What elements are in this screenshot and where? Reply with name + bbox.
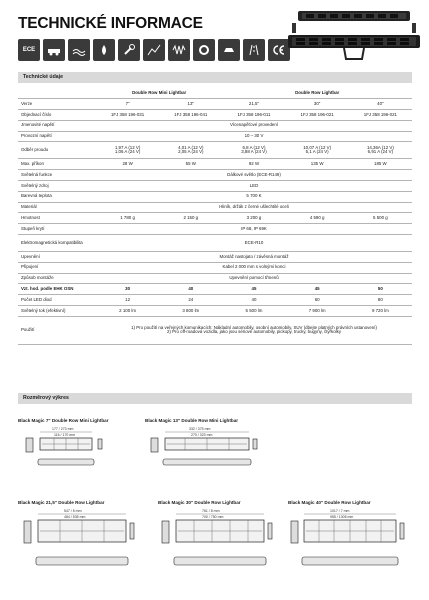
cell-value: 1FJ 358 196-021	[286, 110, 349, 121]
dim-label: 955 / 1005 mm	[330, 515, 354, 519]
cell-line: 14,36A (12 V)	[366, 144, 394, 150]
cell-value: 45	[222, 284, 285, 295]
table-row	[18, 88, 412, 99]
cell-value: 50	[349, 284, 412, 295]
cog-icon	[193, 39, 215, 61]
vehicle-icon	[43, 39, 65, 61]
drawing-title: Black Magic 13" Double Row Mini Lightbar	[145, 418, 239, 423]
cell-value-span: Vícenapěťové provedení	[96, 120, 412, 131]
cell-value: 21,5"	[222, 99, 285, 110]
cell-value: 5 500 g	[349, 213, 412, 224]
row-label: Světelný zdroj	[18, 181, 96, 192]
cell-line: 3,88 A (24 V)	[241, 149, 267, 155]
cell-value	[349, 142, 412, 159]
table-row	[18, 316, 412, 344]
table-row	[18, 120, 412, 131]
drawing-svg	[145, 425, 265, 473]
row-label: Verze	[18, 99, 96, 110]
dim-label: 761 / 8 mm	[202, 509, 220, 513]
dim-label: 484 / 535 mm	[64, 515, 86, 519]
table-row	[18, 224, 412, 235]
table-row	[18, 142, 412, 159]
row-label: Elektromagnetická kompatibilita	[18, 235, 96, 252]
cell-value: 55 W	[159, 159, 222, 170]
cell-value-span: 10 – 30 V	[96, 131, 412, 142]
road-icon	[243, 39, 265, 61]
table-row	[18, 110, 412, 121]
drawing-7	[18, 418, 110, 473]
cell-value	[159, 142, 222, 159]
table-row	[18, 252, 412, 263]
table-row	[18, 202, 412, 213]
notes	[96, 316, 412, 344]
cell-value: 3 200 g	[222, 213, 285, 224]
cell-value: 5 500 lm	[222, 306, 285, 317]
table-row	[18, 284, 412, 295]
cell-value: 1FJ 358 196-041	[159, 110, 222, 121]
ece-icon	[18, 39, 40, 61]
cell-value: 3 800 lm	[159, 306, 222, 317]
cell-value: 7"	[96, 99, 159, 110]
row-label: Počet LED diod	[18, 295, 96, 306]
cell-value: 40	[222, 295, 285, 306]
row-label: Hmotnost	[18, 213, 96, 224]
row-label: Způsob montáže	[18, 273, 96, 284]
row-label: Vzt. hod. podle EHK OSN	[18, 284, 96, 295]
cell-value: 30"	[286, 99, 349, 110]
dim-label: 332 / 375 mm	[189, 427, 211, 431]
group-mini: Double Row Mini Lightbar	[96, 88, 222, 99]
page-title: TECHNICKÉ INFORMACE	[18, 15, 203, 32]
drawing-svg	[158, 507, 278, 577]
cell-value: 1FJ 358 196-031	[96, 110, 159, 121]
table-row	[18, 131, 412, 142]
chart-icon	[143, 39, 165, 61]
cell-value: 40	[159, 284, 222, 295]
cell-value: 92 W	[222, 159, 285, 170]
cell-value: 7 900 lm	[286, 306, 349, 317]
cell-line: 6,91 A (24 V)	[367, 149, 394, 155]
cell-value: 45	[286, 284, 349, 295]
row-label: Světelná funkce	[18, 170, 96, 181]
drawing-svg	[288, 507, 412, 577]
cell-value: 40"	[349, 99, 412, 110]
note-line: 2) Pro off-roadová vozidla, jako jsou sériové automobily, pickupy, trucky, bugyny, čtyřkolky	[166, 329, 342, 335]
note-line: 1) Pro použití na veřejných komunikacích: Nákladní automobily, osobní automobily, SUV (dbejte platných právních ustanovení)	[131, 324, 377, 330]
cell-line: 10,07 A (12 V)	[303, 144, 332, 150]
row-label: Max. příkon	[18, 159, 96, 170]
row-label: Použití	[18, 316, 96, 344]
cell-value-span: Hliník, držák z černé ušlechtilé oceli	[96, 202, 412, 213]
cell-value-span: ECE-R10	[96, 235, 412, 252]
table-row	[18, 99, 412, 110]
row-label: Světelný tok (efektivní)	[18, 306, 96, 317]
drawing-30	[158, 500, 278, 577]
table-row	[18, 181, 412, 192]
drawing-svg	[18, 425, 110, 473]
dim-label: 1017 / 7 mm	[330, 509, 350, 513]
cell-value-span: IP 68, IP 69K	[96, 224, 412, 235]
cell-value-span: Montáž nastojato / závěsná montáž	[96, 252, 412, 263]
spec-table	[18, 88, 412, 345]
section-header-tech: Technické údaje	[18, 72, 412, 83]
certification-icons	[18, 39, 290, 61]
dim-label: 270 / 323 mm	[191, 433, 213, 437]
table-row	[18, 306, 412, 317]
row-label: Odběr proudu	[18, 142, 96, 159]
cell-line: 1,97 A (12 V)	[114, 144, 141, 150]
row-label: Barevná teplota	[18, 191, 96, 202]
wrench-icon	[118, 39, 140, 61]
water-icon	[68, 39, 90, 61]
section-header-dims: Rozměrový výkres	[18, 393, 412, 404]
row-label: Stupeň krytí	[18, 224, 96, 235]
cell-line: 4,01 A (12 V)	[178, 144, 204, 150]
table-row	[18, 295, 412, 306]
cell-value	[222, 142, 285, 159]
cell-value: 24	[159, 295, 222, 306]
cell-value: 1FJ 358 196-021	[349, 110, 412, 121]
cell-line: 6,8 A (12 V)	[242, 144, 266, 150]
cell-value: 135 W	[286, 159, 349, 170]
table-row	[18, 213, 412, 224]
table-row	[18, 191, 412, 202]
cell-value-span: 5 700 K	[96, 191, 412, 202]
cell-value-span: LED	[96, 181, 412, 192]
dim-label: 177 / 273 mm	[52, 427, 74, 431]
drawing-13	[145, 418, 265, 473]
cell-value: 2 100 lm	[96, 306, 159, 317]
drawing-title: Black Magic 30" Double Row Lightbar	[158, 500, 241, 505]
drawing-21-5	[18, 500, 140, 577]
table-row	[18, 273, 412, 284]
drawing-title: Black Magic 21,5" Double Row Lightbar	[18, 500, 105, 505]
row-label: Jmenovité napětí	[18, 120, 96, 131]
cell-value	[96, 142, 159, 159]
cell-line: 1,06 A (24 V)	[114, 149, 141, 155]
row-label: Objednací číslo	[18, 110, 96, 121]
table-row	[18, 262, 412, 273]
vibration-icon	[168, 39, 190, 61]
cell-value: 60	[286, 295, 349, 306]
drawing-svg	[18, 507, 140, 577]
group-lightbar: Double Row Lightbar	[222, 88, 412, 99]
cell-line: 5,1 A (24 V)	[305, 149, 329, 155]
drop-icon	[93, 39, 115, 61]
drawing-title: Black Magic 40" Double Row Lightbar	[288, 500, 371, 505]
row-label: Materiál	[18, 202, 96, 213]
cell-value: 30	[96, 284, 159, 295]
dim-label: 700 / 750 mm	[202, 515, 224, 519]
cell-value: 1FJ 358 196-011	[222, 110, 285, 121]
cell-value-span: Upevnění pomocí třmenů	[96, 273, 412, 284]
table-row	[18, 159, 412, 170]
drawing-40	[288, 500, 412, 577]
cell-value: 2 150 g	[159, 213, 222, 224]
cell-line: 2,05 A (24 V)	[178, 149, 204, 155]
cell-value: 9 720 lm	[349, 306, 412, 317]
ece-label: ECE	[22, 47, 36, 53]
cell-value-span: Kabel 2 000 mm s volnými konci	[96, 262, 412, 273]
cell-value: 12	[96, 295, 159, 306]
dim-label: 116 / 170 mm	[54, 433, 76, 437]
vehicle2-icon	[218, 39, 240, 61]
cell-value: 80	[349, 295, 412, 306]
table-row	[18, 170, 412, 181]
cell-value: 185 W	[349, 159, 412, 170]
drawing-title: Black Magic 7" Double Row Mini Lightbar	[18, 418, 109, 423]
cell-value: 13"	[159, 99, 222, 110]
dim-label: 547 / 5 mm	[64, 509, 82, 513]
cell-value: 1 780 g	[96, 213, 159, 224]
row-label: Upevnění	[18, 252, 96, 263]
table-row	[18, 235, 412, 252]
cell-value-span: Dálkové světlo (ECE-R149)	[96, 170, 412, 181]
row-label: Připojení	[18, 262, 96, 273]
cell-value	[286, 142, 349, 159]
cell-value: 4 590 g	[286, 213, 349, 224]
cell-value: 28 W	[96, 159, 159, 170]
row-label: Provozní napětí	[18, 131, 96, 142]
product-image	[284, 7, 424, 65]
